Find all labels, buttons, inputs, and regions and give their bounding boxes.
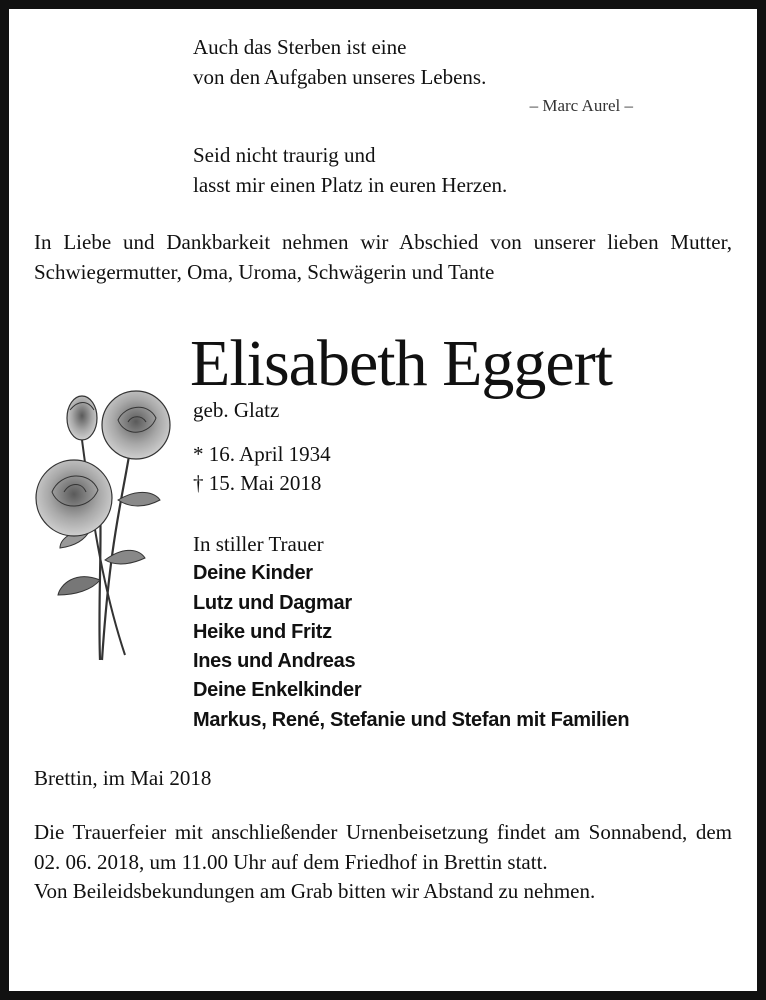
mourner-line: Ines und Andreas xyxy=(193,650,356,673)
quote-personal xyxy=(193,141,633,200)
mourner-line: Deine Kinder xyxy=(193,562,313,585)
quote-line: Seid nicht traurig und xyxy=(193,143,376,167)
intro-text: In Liebe und Dankbarkeit nehmen wir Abschied von unserer lieben Mutter, Schwiegermutter, Oma, Uroma, Schwägerin und Tante xyxy=(34,230,732,284)
death-date: † 15. Mai 2018 xyxy=(193,471,322,495)
quote-line: von den Aufgaben unseres Lebens. xyxy=(193,64,487,89)
funeral-details: Die Trauerfeier mit anschließender Urnenbeisetzung findet am Sonnabend, dem 02. 06. 2018, um 11.00 Uhr auf dem Friedhof in Brettin statt. xyxy=(34,820,732,874)
quote-marc-aurel xyxy=(193,33,633,117)
quote-author: – Marc Aurel – xyxy=(529,96,633,115)
funeral-notice xyxy=(34,818,732,907)
quote-line: lasst mir einen Platz in euren Herzen. xyxy=(193,172,508,197)
mourner-line: Lutz und Dagmar xyxy=(193,591,352,614)
maiden-name: geb. Glatz xyxy=(193,398,280,422)
place-date: Brettin, im Mai 2018 xyxy=(34,766,212,790)
mourner-line: Markus, René, Stefanie und Stefan mit Familien xyxy=(193,708,630,731)
mourner-line: Deine Enkelkinder xyxy=(193,679,362,702)
roses-illustration xyxy=(30,380,190,670)
deceased-name: Elisabeth Eggert xyxy=(190,327,613,400)
mourners-heading: In stiller Trauer xyxy=(193,532,324,556)
birth-date: * 16. April 1934 xyxy=(193,442,331,466)
condolence-request: Von Beileidsbekundungen am Grab bitten wir Abstand zu nehmen. xyxy=(34,879,596,903)
mourners-block xyxy=(193,530,733,735)
quote-line: Auch das Sterben ist eine xyxy=(193,35,407,59)
mourner-line: Heike und Fritz xyxy=(193,620,332,643)
